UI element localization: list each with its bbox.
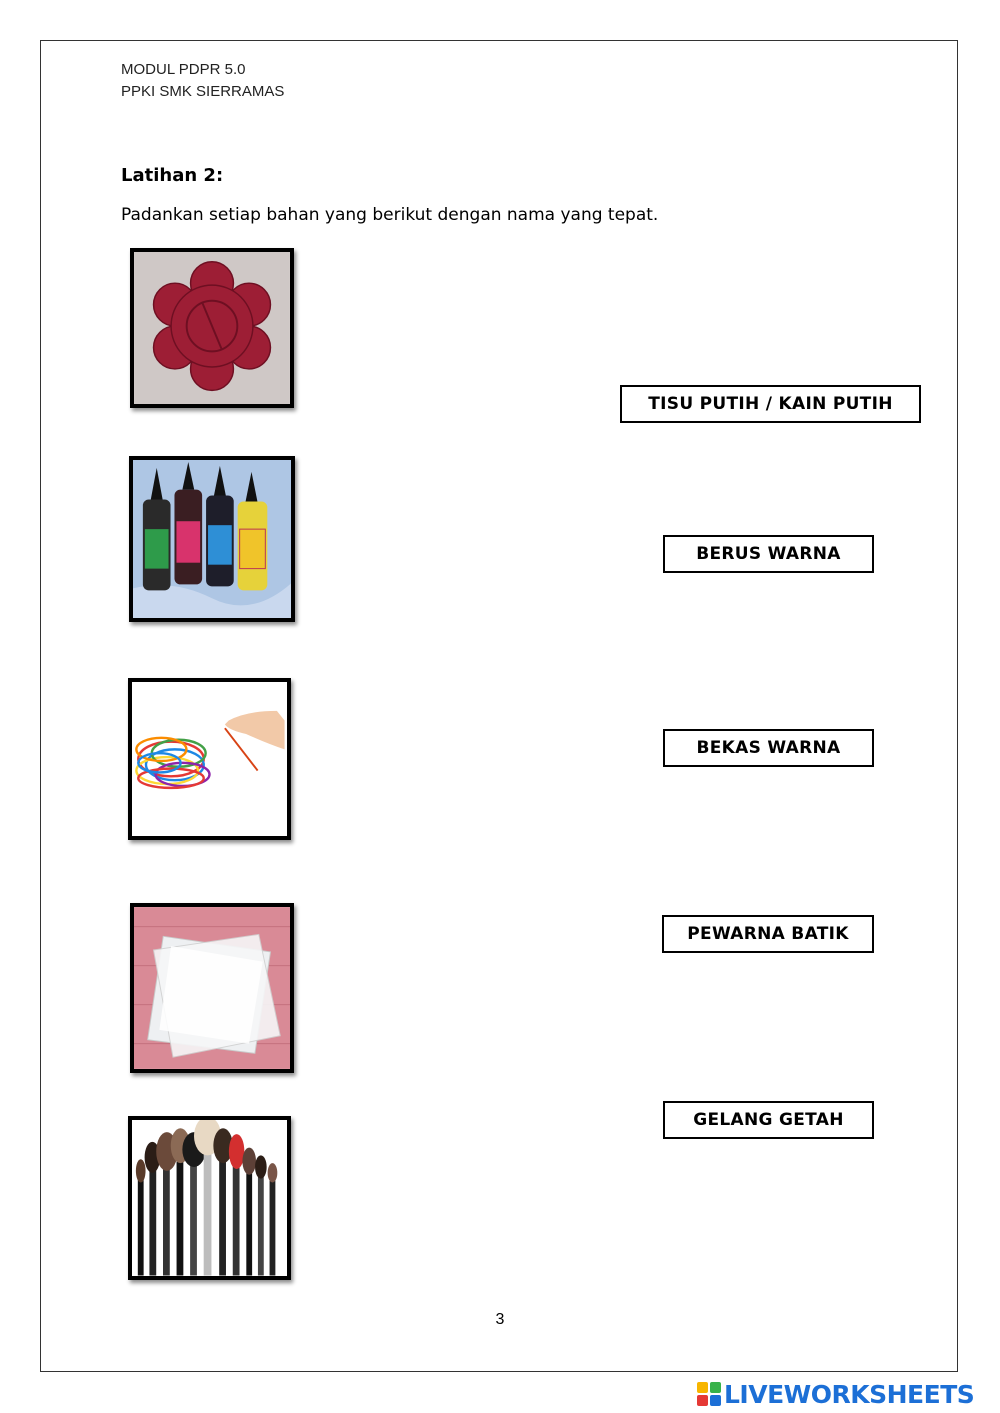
palette-icon[interactable]: [130, 248, 294, 408]
tissue-icon[interactable]: [130, 903, 294, 1073]
answer-label-berus-warna[interactable]: BERUS WARNA: [663, 535, 874, 573]
module-title: MODUL PDPR 5.0: [121, 61, 246, 78]
answer-label-tisu-putih[interactable]: TISU PUTIH / KAIN PUTIH: [620, 385, 921, 423]
brushes-icon[interactable]: [128, 1116, 291, 1280]
exercise-instruction: Padankan setiap bahan yang berikut dengan nama yang tepat.: [121, 205, 659, 225]
answer-label-gelang-getah[interactable]: GELANG GETAH: [663, 1101, 874, 1139]
liveworksheets-mark-icon: [697, 1382, 721, 1406]
page-number: 3: [495, 1311, 505, 1328]
brand-text: LIVEWORKSHEETS: [724, 1379, 975, 1409]
liveworksheets-logo[interactable]: [697, 1378, 974, 1410]
dye-bottles-icon[interactable]: [129, 456, 295, 622]
rubber-bands-icon[interactable]: [128, 678, 291, 840]
exercise-title: Latihan 2:: [121, 165, 224, 186]
school-name: PPKI SMK SIERRAMAS: [121, 83, 285, 100]
answer-label-bekas-warna[interactable]: BEKAS WARNA: [663, 729, 874, 767]
answer-label-pewarna-batik[interactable]: PEWARNA BATIK: [662, 915, 874, 953]
